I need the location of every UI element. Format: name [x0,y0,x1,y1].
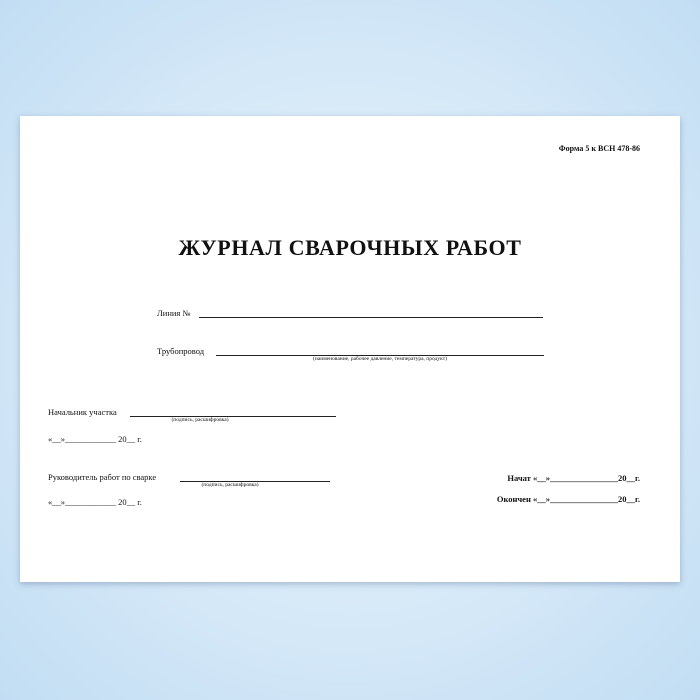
started-date: Начат «__»________________20__г. [507,473,640,483]
welding-head-label: Руководитель работ по сварке [48,472,157,482]
welding-head-signature-hint: (подпись, расшифровка) [201,482,259,488]
document-page [20,116,680,582]
section-head-date: «__»____________ 20__ г. [48,434,142,444]
section-head-signature-hint: (подпись, расшифровка) [171,417,229,423]
pipeline-label: Трубопровод [157,346,205,356]
welding-head-date: «__»____________ 20__ г. [48,497,142,507]
pipeline-hint: (наименование, рабочее давление, температура, продукт) [313,356,447,362]
finished-date: Окончен «__»________________20__г. [496,494,640,504]
line-number-field [199,317,543,318]
document-title: ЖУРНАЛ СВАРОЧНЫХ РАБОТ [178,235,522,260]
form-code: Форма 5 к ВСН 478-86 [558,144,640,153]
section-head-label: Начальник участка [48,407,117,417]
line-number-label: Линия № [157,308,191,318]
